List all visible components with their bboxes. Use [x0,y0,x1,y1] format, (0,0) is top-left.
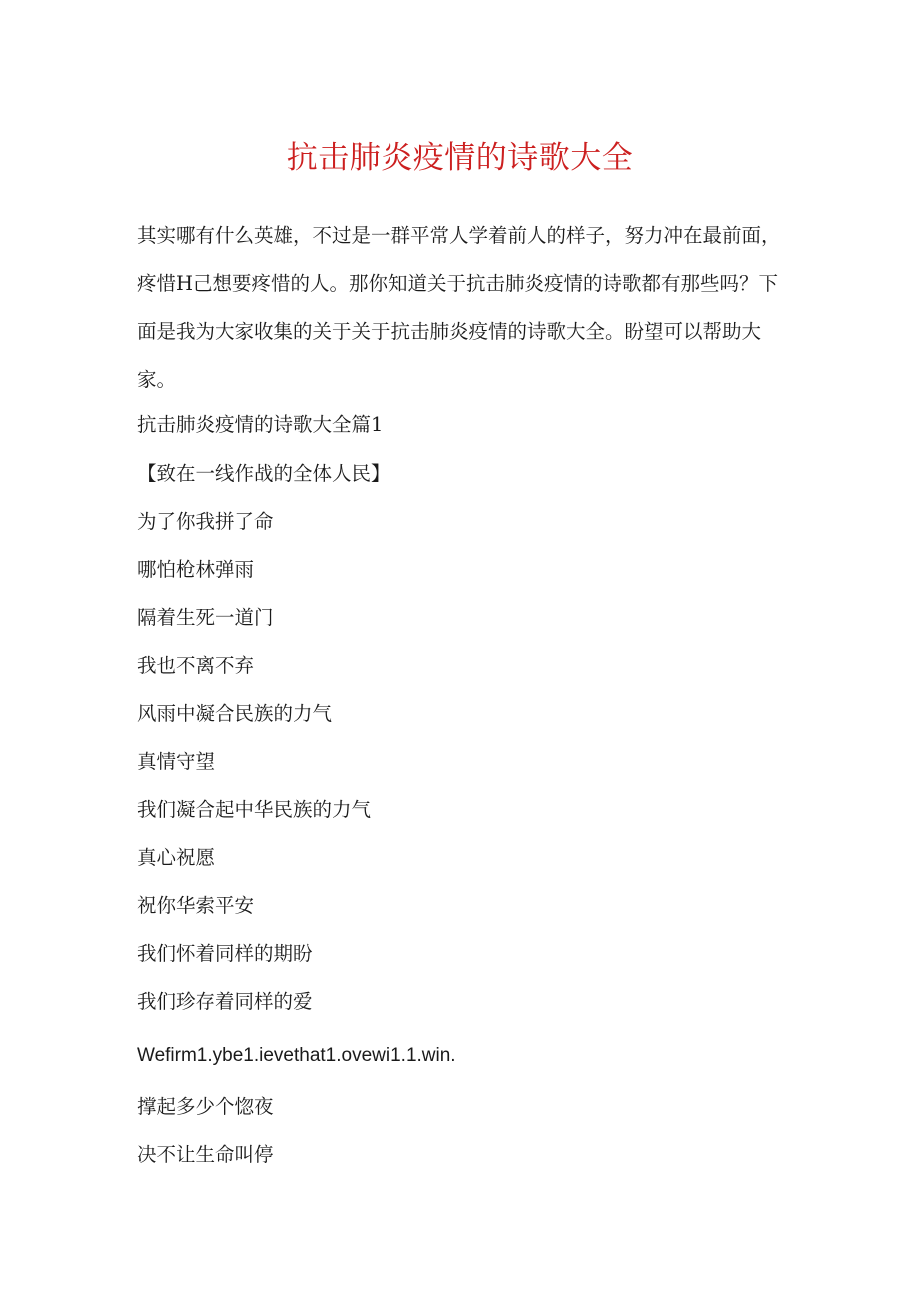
poem-line: 隔着生死一道门 [137,606,274,629]
poem-line: 我们凝合起中华民族的力气 [137,798,372,821]
poem-line: 风雨中凝合民族的力气 [137,702,333,725]
document-title: 抗击肺炎疫情的诗歌大全 [286,140,634,176]
poem-line: 祝你华索平安 [137,894,255,917]
poem-line: 撑起多少个惚夜 [137,1095,274,1118]
poem-line-english: Wefirm1.ybe1.ievethat1.ovewi1.1.win. [137,1045,456,1066]
poem-line: 我也不离不弃 [137,654,255,677]
poem-line: 真情守望 [137,750,216,773]
poem-subtitle: 【致在一线作战的全体人民】 [137,462,391,485]
poem-line: 我们怀着同样的期盼 [137,942,313,965]
poem-line: 决不让生命叫停 [137,1143,274,1166]
poem-line: 为了你我拼了命 [137,510,274,533]
intro-paragraph: 其实哪有什么英雄，不过是一群平常人学着前人的样子，努力冲在最前面，疼惜H己想要疼惜的人。那你知道关于抗击肺炎疫情的诗歌都有那些吗？下面是我为大家收集的关于关于抗击肺炎疫情的诗歌大全。盼望可以帮助大家。 [137,224,781,391]
poem-line: 哪怕枪林弹雨 [137,558,255,581]
poem-line: 我们珍存着同样的爱 [137,990,313,1013]
poem-line: 真心祝愿 [137,846,216,869]
section-heading: 抗击肺炎疫情的诗歌大全篇1 [137,413,384,436]
